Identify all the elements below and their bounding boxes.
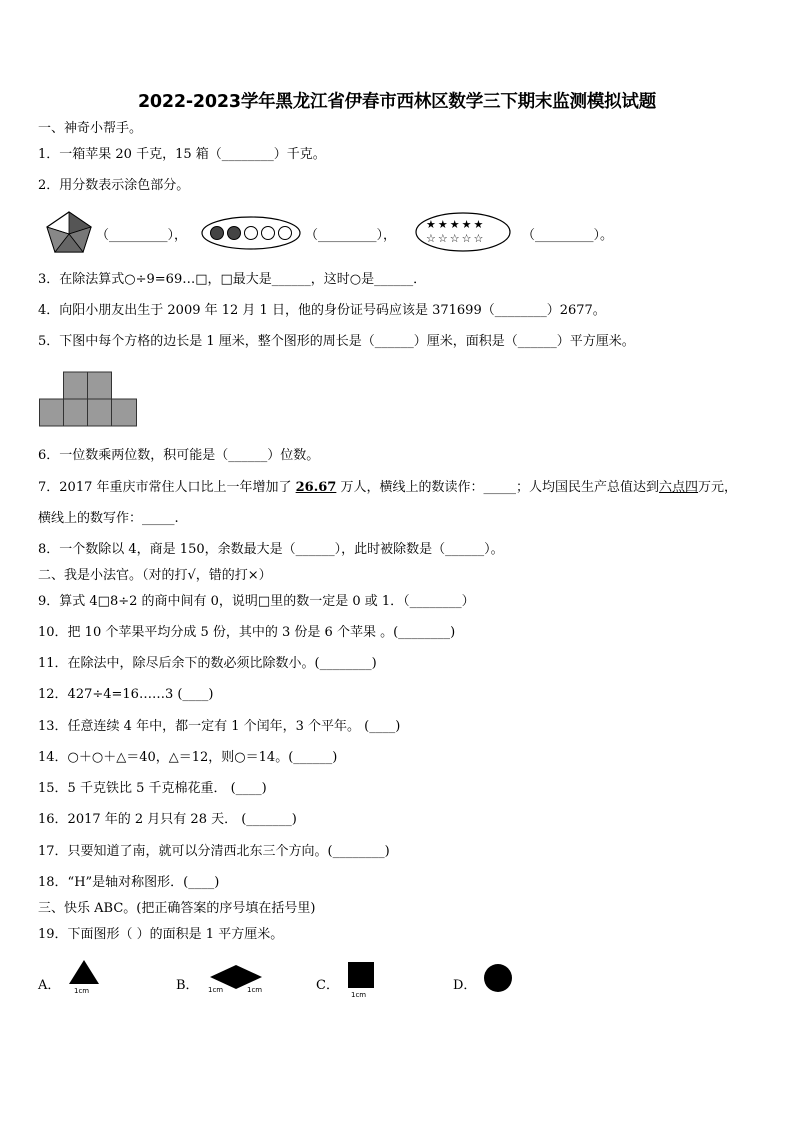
q7-underlined-word: 六点四 xyxy=(658,480,698,495)
question-3: 3．在除法算式○÷9=69…□，□最大是______，这时○是______． xyxy=(38,272,427,287)
question-11: 11．在除法中，除尽后余下的数必须比除数小。(________) xyxy=(38,656,377,671)
option-c-label: C． xyxy=(316,978,339,993)
section-2-heading: 二、我是小法官。（对的打√，错的打×） xyxy=(38,568,272,583)
question-8: 8．一个数除以 4，商是 150，余数最大是（______），此时被除数是（______）。 xyxy=(38,542,504,557)
question-12: 12．427÷4=16……3 (____) xyxy=(38,687,214,702)
question-7-line-2: 横线上的数写作：_____. xyxy=(38,511,179,526)
option-d-label: D． xyxy=(453,978,477,993)
question-18: 18．“H”是轴对称图形．(____) xyxy=(38,875,220,890)
pentagon-figure xyxy=(44,210,94,254)
question-10: 10．把 10 个苹果平均分成 5 份，其中的 3 份是 6 个苹果 。(________) xyxy=(38,625,456,640)
q2-blank-1: （_________）， xyxy=(96,228,188,243)
option-c-cm-label: 1cm xyxy=(351,991,367,999)
question-13: 13．任意连续 4 年中，都一定有 1 个闰年，3 个平年。 (____) xyxy=(38,719,401,734)
section-1-heading: 一、神奇小帮手。 xyxy=(38,121,143,136)
question-6: 6．一位数乘两位数，积可能是（______）位数。 xyxy=(38,448,320,463)
question-16: 16．2017 年的 2 月只有 28 天． (_______) xyxy=(38,812,297,827)
q7-text-post: 万元， xyxy=(698,480,738,495)
stars-row-1: ★★★★★ xyxy=(426,218,486,231)
question-17: 17．只要知道了南，就可以分清西北东三个方向。(________) xyxy=(38,844,390,859)
option-c-square xyxy=(346,960,376,990)
question-9: 9．算式 4□8÷2 的商中间有 0，说明□里的数一定是 0 或 1．（________） xyxy=(38,594,475,609)
question-15: 15．5 千克铁比 5 千克棉花重． (____) xyxy=(38,781,267,796)
option-a-cm-label: 1cm xyxy=(74,987,90,995)
question-7-line-1 xyxy=(38,480,737,496)
q2-blank-2: （_________）， xyxy=(305,228,397,243)
question-5: 5．下图中每个方格的边长是 1 厘米，整个图形的周长是（______）厘米，面积是（______）平方厘米。 xyxy=(38,334,635,349)
question-4: 4．向阳小朋友出生于 2009 年 12 月 1 日，他的身份证号码应该是 371699（________）2677。 xyxy=(38,303,606,318)
option-b-cm-label-1: 1cm xyxy=(208,986,224,994)
option-d-circle xyxy=(482,962,514,994)
option-b-label: B． xyxy=(176,978,199,993)
section-3-heading: 三、快乐 ABC。(把正确答案的序号填在括号里) xyxy=(38,901,316,916)
option-b-cm-label-2: 1cm xyxy=(247,986,263,994)
q7-text-pre: 7．2017 年重庆市常住人口比上一年增加了 xyxy=(38,480,296,495)
circles-figure xyxy=(200,215,302,251)
page-title: 2022-2023学年黑龙江省伊春市西林区数学三下期末监测模拟试题 xyxy=(137,92,657,112)
question-2: 2．用分数表示涂色部分。 xyxy=(38,178,190,193)
grid-figure xyxy=(39,371,139,428)
stars-row-2: ☆☆☆☆☆ xyxy=(426,232,486,245)
option-a-label: A． xyxy=(38,978,61,993)
option-a-triangle xyxy=(66,958,102,986)
q7-text-mid: 万人，横线上的数读作：_____；人均国民生产总值达到 xyxy=(336,480,659,495)
q7-underlined-number: 26.67 xyxy=(295,480,337,495)
question-19: 19．下面图形（ ）的面积是 1 平方厘米。 xyxy=(38,927,284,942)
question-1: 1．一箱苹果 20 千克，15 箱（________）千克。 xyxy=(38,147,326,162)
question-14: 14．○＋○＋△＝40，△＝12，则○＝14。(______) xyxy=(38,750,338,765)
q2-blank-3: （_________）。 xyxy=(522,228,614,243)
